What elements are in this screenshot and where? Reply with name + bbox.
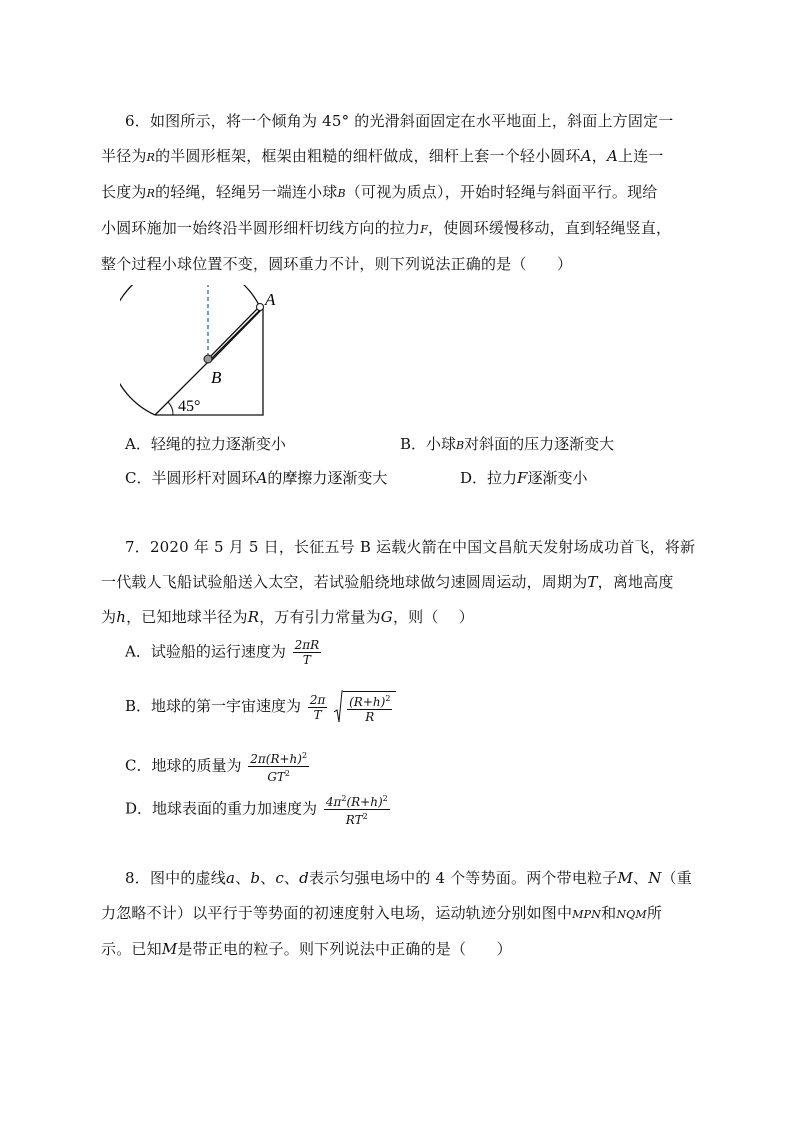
q6-line-4: 小圆环施加一始终沿半圆形细杆切线方向的拉力F，使圆环缓慢移动，直到轻绳竖直， [101,219,672,237]
q6-line-1: 6．如图所示，将一个倾角为 45° 的光滑斜面固定在水平地面上，斜面上方固定一 [125,112,674,130]
q7-line-2: 一代载人飞船试验船送入太空，若试验船绕地球做匀速圆周运动，周期为T，离地高度 [101,573,674,591]
q8-line-1: 8．图中的虚线a、b、c、d表示匀强电场中的 4 个等势面。两个带电粒子M、N（重 [125,869,692,887]
rope-edge-1 [207,307,259,360]
frac-d: $\frac{4\pi^2(R+h)^2}{RT^2}$ [325,794,388,827]
label-a: A [265,290,276,309]
q7-option-a[interactable]: A．试验船的运行速度为 $\frac{2\pi R}{T}$ [125,638,320,667]
question-6 [101,104,705,282]
q6-line-5: 整个过程小球位置不变，圆环重力不计，则下列说法正确的是（ ） [101,255,573,273]
q8-line-2: 力忽略不计）以平行于等势面的初速度射入电场，运动轨迹分别如图中MPN和NQM所 [101,904,663,922]
frac-c: $\frac{2\pi(R+h)^2}{GT^2}$ [250,751,308,784]
q7-line-1: 7．2020 年 5 月 5 日，长征五号 B 运载火箭在中国文昌航天发射场成功首飞，将新 [125,538,696,556]
angle-arc [168,402,173,415]
ball-b [204,355,212,363]
q6-option-c[interactable]: C．半圆形杆对圆环A的摩擦力逐渐变大 [125,469,388,487]
sqrt-sign-icon [334,690,343,724]
label-b: B [211,368,222,387]
question-8 [101,861,705,967]
q7-option-b[interactable]: B．地球的第一宇宙速度为 $\frac{2\pi}{T}$ $\frac{(R+h)^2}{R}$ [125,690,396,724]
angle-label: 45° [178,398,201,415]
q6-line-2: 半径为R的半圆形框架，框架由粗糙的细杆做成，细杆上套一个轻小圆环A，A上连一 [101,147,664,165]
q6-option-a[interactable]: A．轻绳的拉力逐渐变小 [125,435,286,453]
rope-edge-2 [210,309,262,362]
q6-option-d[interactable]: D．拉力F逐渐变小 [460,469,588,487]
q6-line-3: 长度为R的轻绳，轻绳另一端连小球B（可视为质点），开始时轻绳与斜面平行。现给 [101,183,658,201]
sqrt-b: $\frac{(R+h)^2}{R}$ [334,690,396,724]
q7-option-d[interactable]: D．地球表面的重力加速度为 $\frac{4\pi^2(R+h)^2}{RT^2}$ [125,794,388,827]
q7-line-3: 为h，已知地球半径为R，万有引力常量为G，则（ ） [101,608,474,626]
incline-semicircle-figure [120,285,290,425]
frac-a: $\frac{2\pi R}{T}$ [294,638,320,667]
frac-b: $\frac{2\pi}{T}$ [309,692,326,722]
semicircle-frame [120,285,259,415]
ring-a [257,304,264,311]
q6-option-b[interactable]: B．小球B对斜面的压力逐渐变大 [400,435,615,453]
q8-line-3: 示。已知M是带正电的粒子。则下列说法中正确的是（ ） [101,940,512,958]
question-7 [101,530,705,635]
q7-option-c[interactable]: C．地球的质量为 $\frac{2\pi(R+h)^2}{GT^2}$ [125,751,308,784]
